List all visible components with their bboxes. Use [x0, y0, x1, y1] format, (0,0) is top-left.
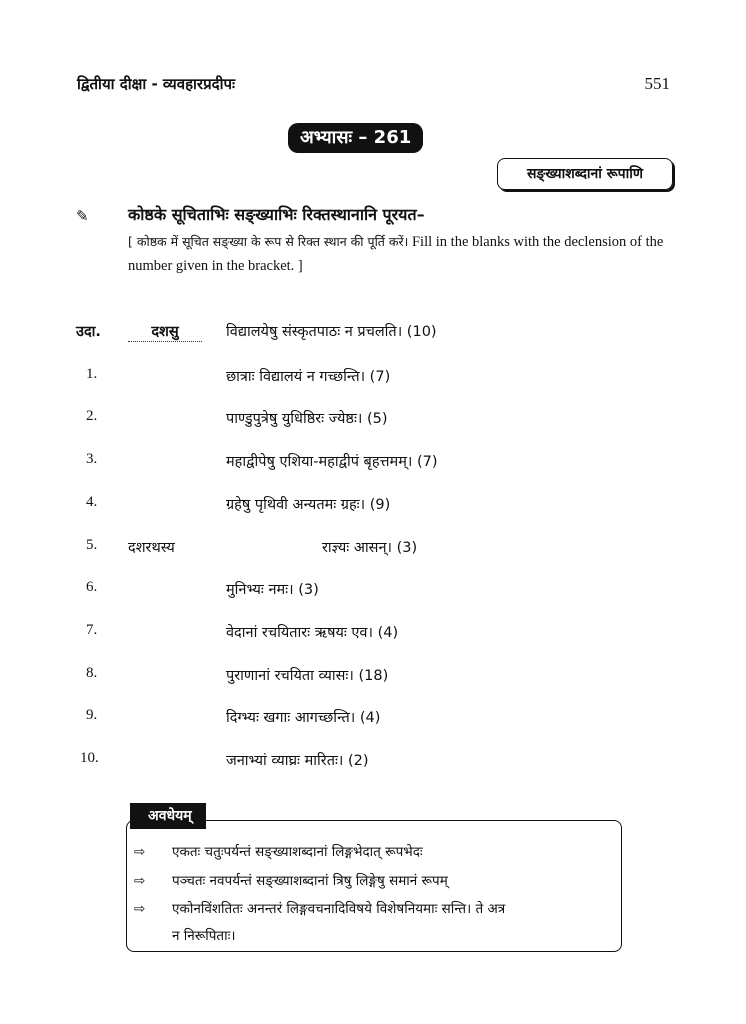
arrow-right-icon: ⇨	[134, 873, 146, 889]
item-number: 8.	[86, 665, 98, 681]
item-sentence: मुनिभ्यः नमः। (3)	[226, 582, 319, 598]
item-sentence: ग्रहेषु पृथिवी अन्यतमः ग्रहः। (9)	[226, 497, 391, 513]
page-number: 551	[644, 74, 670, 93]
running-head: द्वितीया दीक्षा - व्यवहारप्रदीपः	[77, 75, 236, 93]
pencil-icon: ✎	[76, 207, 89, 225]
example-sentence: विद्यालयेषु संस्कृतपाठः न प्रचलति। (10)	[226, 324, 437, 340]
item-sentence: पाण्डुपुत्रेषु युधिष्ठिरः ज्येष्ठः। (5)	[226, 411, 388, 427]
exercise-item	[0, 665, 746, 689]
item-answer: दशरथस्य	[128, 540, 175, 556]
example-row	[0, 321, 746, 345]
exercise-item	[0, 451, 746, 475]
exercise-item	[0, 579, 746, 603]
instruction-hindi: [ कोष्ठक में सूचित सङ्ख्या के रूप से रिक्त स्थान की पूर्ति करें।	[128, 234, 409, 249]
item-number: 10.	[80, 750, 99, 766]
item-sentence: पुराणानां रचयिता व्यासः। (18)	[226, 668, 389, 684]
item-sentence: महाद्वीपेषु एशिया-महाद्वीपं बृहत्तमम्। (7)	[226, 454, 438, 470]
exercise-title: अभ्यासः – 261	[288, 123, 423, 153]
topic-box: सङ्ख्याशब्दानां रूपाणि	[497, 158, 673, 190]
note-point-text: एकोनविंशतितः अनन्तरं लिङ्गवचनादिविषये विशेषनियमाः सन्ति। ते अत्र	[172, 901, 506, 917]
arrow-right-icon: ⇨	[134, 901, 146, 917]
item-sentence: जनाभ्यां व्याघ्रः मारितः। (2)	[226, 753, 369, 769]
exercise-item	[0, 366, 746, 390]
note-title: अवधेयम्	[130, 803, 206, 829]
note-point	[134, 899, 505, 917]
note-point-text: एकतः चतुःपर्यन्तं सङ्ख्याशब्दानां लिङ्गभेदात् रूपभेदः	[172, 844, 423, 860]
note-point-text: पञ्चतः नवपर्यन्तं सङ्ख्याशब्दानां त्रिषु लिङ्गेषु समानं रूपम्	[172, 873, 448, 889]
item-sentence: दिग्भ्यः खगाः आगच्छन्ति। (4)	[226, 710, 381, 726]
item-number: 2.	[86, 408, 98, 424]
item-sentence: छात्राः विद्यालयं न गच्छन्ति। (7)	[226, 369, 391, 385]
note-point	[134, 871, 448, 889]
example-label: उदा.	[76, 324, 101, 340]
item-number: 5.	[86, 537, 98, 553]
item-number: 7.	[86, 622, 98, 638]
exercise-item	[0, 537, 746, 561]
exercise-item	[0, 408, 746, 432]
item-number: 9.	[86, 707, 98, 723]
example-answer: दशसु	[128, 321, 202, 342]
item-number: 3.	[86, 451, 98, 467]
exercise-item	[0, 494, 746, 518]
instruction-english: Fill in the blanks with the declension of the number given in the bracket. ]	[128, 234, 664, 274]
instruction-sanskrit: कोष्ठके सूचिताभिः सङ्ख्याभिः रिक्तस्थानानि पूरयत–	[128, 205, 425, 224]
instruction-translation	[128, 230, 673, 278]
note-continuation: न निरूपिताः।	[172, 928, 236, 944]
exercise-item	[0, 707, 746, 731]
exercise-item	[0, 622, 746, 646]
note-point	[134, 842, 423, 860]
item-sentence: वेदानां रचयितारः ऋषयः एव। (4)	[226, 625, 399, 641]
exercise-item	[0, 750, 746, 774]
item-number: 4.	[86, 494, 98, 510]
arrow-right-icon: ⇨	[134, 844, 146, 860]
item-number: 1.	[86, 366, 98, 382]
item-sentence: राज्ञ्यः आसन्। (3)	[322, 540, 418, 556]
item-number: 6.	[86, 579, 98, 595]
